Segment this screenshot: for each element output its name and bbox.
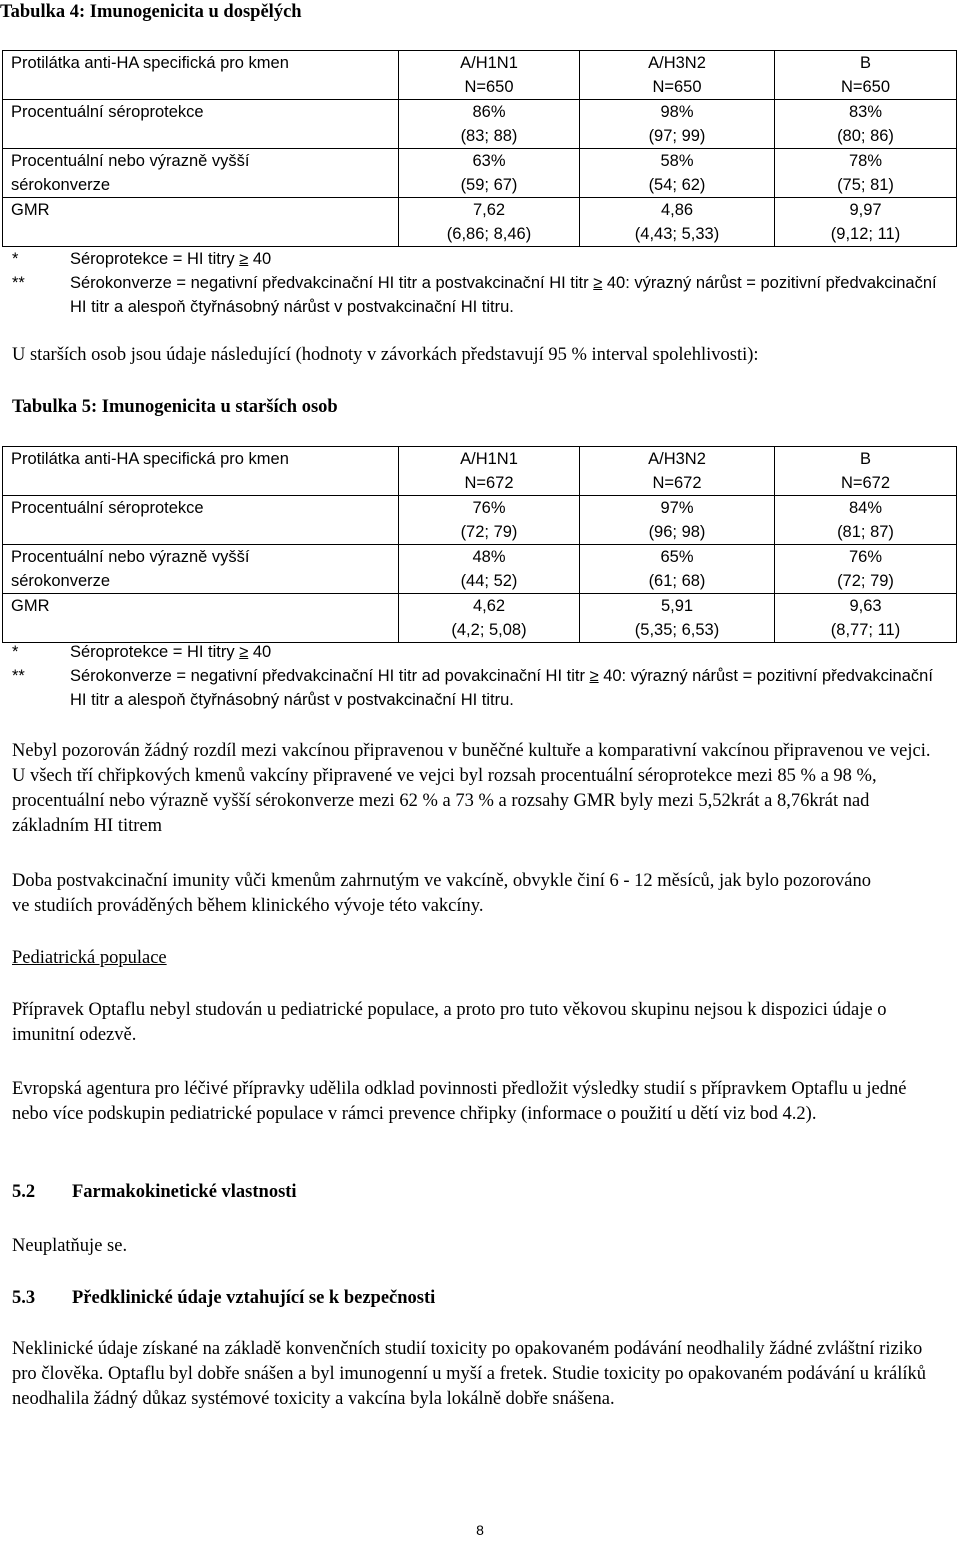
- section-5-3-paragraph: Neklinické údaje získané na základě konvenčních studií toxicity po opakovaném podávání neodhalily žádné zvláštní riziko pro člověka. Optaflu byl dobře snášen a byl imunogenní u myší a fretek. Studie toxicity po opakovaném podávání u králíků neodhalila žádný důkaz systémové toxicity a vakcína byla lokálně dobře snášena.: [12, 1339, 926, 1409]
- ema-paragraph: Evropská agentura pro léčivé přípravky udělila odklad povinnosti předložit výsledky studií s přípravkem Optaflu u jedné nebo více podskupin pediatrické populace v rámci prevence chřipky (informace o použití u dětí viz bod 4.2).: [12, 1079, 907, 1124]
- table-cell: A/H3N2 N=650: [580, 51, 775, 100]
- geq-symbol: ≥: [239, 250, 249, 268]
- table-cell: 86% (83; 88): [399, 100, 580, 149]
- footnote-text: Séroprotekce = HI titry: [70, 643, 240, 661]
- table-cell: 76% (72; 79): [775, 545, 957, 594]
- footnote-marker: **: [12, 667, 25, 685]
- table4: [2, 50, 957, 247]
- table-cell: GMR: [3, 198, 399, 247]
- intro-elderly-paragraph: U starších osob jsou údaje následující (hodnoty v závorkách představují 95 % interval spolehlivosti):: [12, 345, 759, 365]
- table-cell: Protilátka anti-HA specifická pro kmen: [3, 51, 399, 100]
- table4-footnote-1: [12, 247, 952, 271]
- table-row: [3, 149, 957, 198]
- geq-symbol: ≥: [593, 274, 603, 292]
- table-cell: A/H1N1 N=672: [399, 447, 580, 496]
- section-5-2-text: Neuplatňuje se.: [12, 1236, 128, 1256]
- table-cell: 9,63 (8,77; 11): [775, 594, 957, 643]
- table-row: [3, 198, 957, 247]
- footnote-text: 40: [248, 643, 272, 661]
- section-number: 5.2: [12, 1182, 36, 1202]
- footnote-marker: **: [12, 274, 25, 292]
- comparison-paragraph: Nebyl pozorován žádný rozdíl mezi vakcínou připravenou v buněčné kultuře a komparativní vakcínou připravenou ve vejci. U všech tří chřipkových kmenů vakcíny připravené ve vejci byl rozsah procentuální séroprotekce mezi 85 % a 98 %, procentuální nebo výrazně vyšší sérokonverze mezi 62 % a 73 % a rozsahy GMR byly mezi 5,52krát a 8,76krát nad základním HI titrem: [12, 741, 931, 836]
- table-row: [3, 496, 957, 545]
- table-cell: 97% (96; 98): [580, 496, 775, 545]
- table-row: [3, 100, 957, 149]
- table-cell: A/H1N1 N=650: [399, 51, 580, 100]
- section-title: Farmakokinetické vlastnosti: [72, 1182, 297, 1202]
- duration-paragraph: Doba postvakcinační imunity vůči kmenům zahrnutým ve vakcíně, obvykle činí 6 - 12 měsíců, jak bylo pozorováno ve studiích prováděných během klinického vývoje této vakcíny.: [12, 871, 872, 916]
- table4-footnote-2: [12, 271, 952, 319]
- geq-symbol: ≥: [589, 667, 599, 685]
- table-cell: Procentuální nebo výrazně vyšší sérokonverze: [3, 149, 399, 198]
- table-row: [3, 594, 957, 643]
- table-cell: Procentuální séroprotekce: [3, 100, 399, 149]
- section-5-2-heading: [12, 1180, 612, 1206]
- pediatric-heading: Pediatrická populace: [12, 948, 167, 968]
- table-header-row: [3, 51, 957, 100]
- table-cell: 9,97 (9,12; 11): [775, 198, 957, 247]
- table-cell: 84% (81; 87): [775, 496, 957, 545]
- section-number: 5.3: [12, 1288, 36, 1308]
- table-cell: 83% (80; 86): [775, 100, 957, 149]
- table-cell: 65% (61; 68): [580, 545, 775, 594]
- page-number: 8: [476, 1522, 484, 1538]
- table-cell: Protilátka anti-HA specifická pro kmen: [3, 447, 399, 496]
- footnote-text: 40: výrazný nárůst = pozitivní předvakcinační HI titr a alespoň čtyřnásobný nárůst v postvakcinační HI titru.: [70, 274, 937, 316]
- table-cell: 63% (59; 67): [399, 149, 580, 198]
- table-cell: 48% (44; 52): [399, 545, 580, 594]
- table5: [2, 446, 957, 643]
- table5-title: Tabulka 5: Imunogenicita u starších osob: [12, 397, 338, 417]
- table4-title: Tabulka 4: Imunogenicita u dospělých: [0, 2, 302, 22]
- table-cell: GMR: [3, 594, 399, 643]
- footnote-text: 40: výrazný nárůst = pozitivní předvakcinační HI titr a alespoň čtyřnásobný nárůst v postvakcinační HI titru.: [70, 667, 933, 709]
- geq-symbol: ≥: [239, 643, 249, 661]
- table-cell: Procentuální nebo výrazně vyšší sérokonverze: [3, 545, 399, 594]
- table5-footnote-1: [12, 640, 952, 664]
- table-cell: 98% (97; 99): [580, 100, 775, 149]
- table-header-row: [3, 447, 957, 496]
- footnote-marker: *: [12, 643, 19, 661]
- table-cell: 58% (54; 62): [580, 149, 775, 198]
- table-row: [3, 545, 957, 594]
- footnote-text: 40: [248, 250, 272, 268]
- table-cell: 78% (75; 81): [775, 149, 957, 198]
- footnote-text: Sérokonverze = negativní předvakcinační HI titr ad povakcinační HI titr: [70, 667, 590, 685]
- footnote-text: Sérokonverze = negativní předvakcinační HI titr a postvakcinační HI titr: [70, 274, 594, 292]
- table-cell: 4,62 (4,2; 5,08): [399, 594, 580, 643]
- footnote-text: Séroprotekce = HI titry: [70, 250, 240, 268]
- table-cell: 7,62 (6,86; 8,46): [399, 198, 580, 247]
- section-title: Předklinické údaje vztahující se k bezpečnosti: [72, 1288, 436, 1308]
- table5-footnote-2: [12, 664, 952, 712]
- table-cell: 76% (72; 79): [399, 496, 580, 545]
- table-cell: B N=672: [775, 447, 957, 496]
- table-cell: B N=650: [775, 51, 957, 100]
- section-5-3-heading: [12, 1286, 712, 1312]
- table-cell: 4,86 (4,43; 5,33): [580, 198, 775, 247]
- footnote-marker: *: [12, 250, 19, 268]
- table-cell: Procentuální séroprotekce: [3, 496, 399, 545]
- pediatric-paragraph: Přípravek Optaflu nebyl studován u pediatrické populace, a proto pro tuto věkovou skupinu nejsou k dispozici údaje o imunitní odezvě.: [12, 1000, 887, 1045]
- table-cell: A/H3N2 N=672: [580, 447, 775, 496]
- table-cell: 5,91 (5,35; 6,53): [580, 594, 775, 643]
